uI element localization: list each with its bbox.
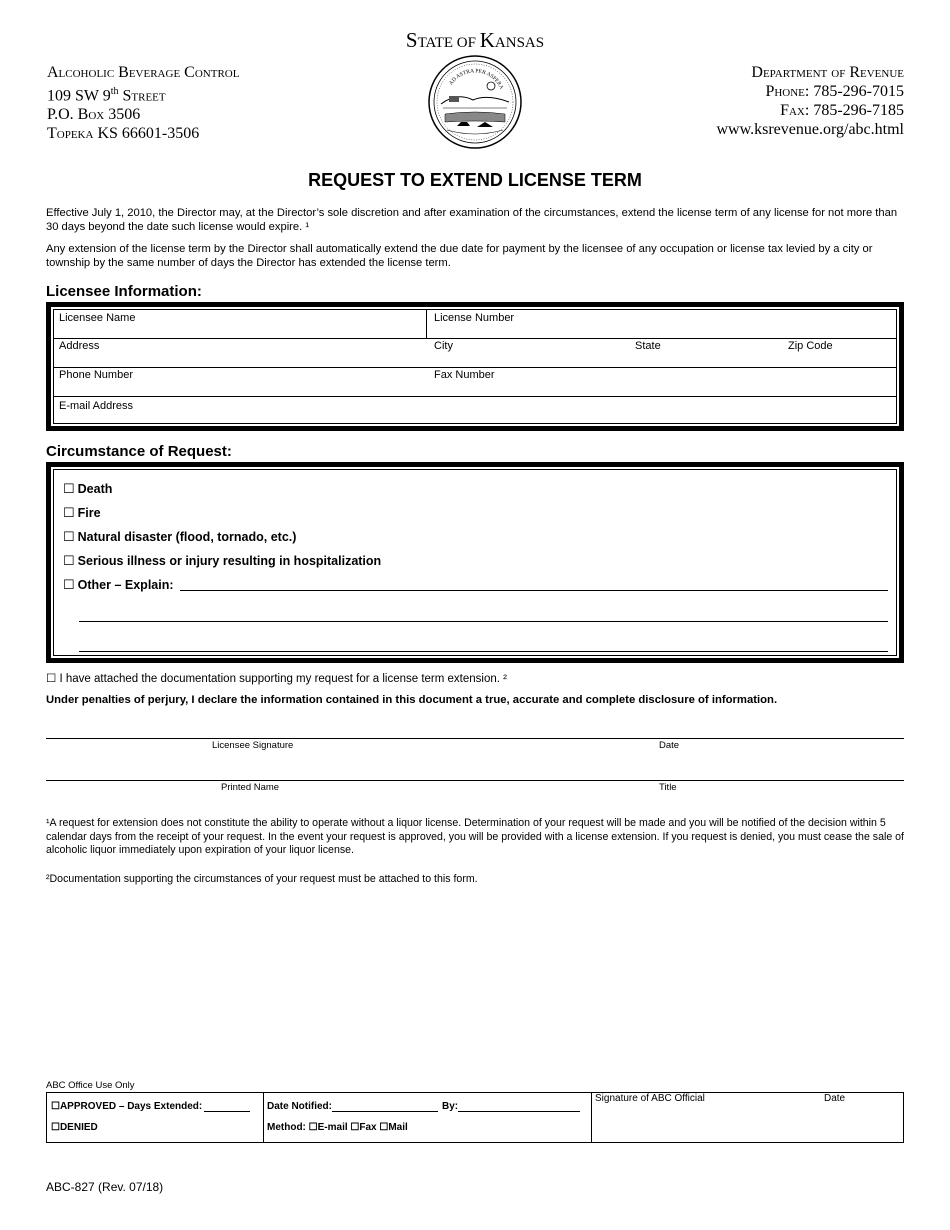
title-label: Title xyxy=(659,782,677,793)
attach-documentation-checkbox[interactable]: ☐ I have attached the documentation supporting my request for a license term extension. ² xyxy=(46,673,507,685)
office-use-table xyxy=(46,1092,904,1143)
checkbox: ☐ xyxy=(63,505,75,520)
state-seal-icon xyxy=(427,54,523,150)
decision-cell xyxy=(47,1093,264,1142)
licensee-row-2 xyxy=(54,338,896,368)
street-address: 109 SW 9th Street xyxy=(47,86,166,105)
explain-line-3[interactable] xyxy=(79,651,888,652)
perjury-statement: Under penalties of perjury, I declare the information contained in this document a true, accurate and complete disclosure of information. xyxy=(46,694,778,706)
office-use-label: ABC Office Use Only xyxy=(46,1080,135,1091)
address-field[interactable]: Address xyxy=(59,340,100,352)
department-fax: Fax: 785-296-7185 xyxy=(780,102,904,119)
signature-line[interactable] xyxy=(46,738,904,739)
phone-field[interactable]: Phone Number xyxy=(59,369,133,381)
date-notified-field[interactable]: Date Notified: By: xyxy=(267,1101,580,1112)
option-natural-disaster[interactable]: ☐ Natural disaster (flood, tornado, etc.) xyxy=(63,529,297,544)
licensee-heading: Licensee Information: xyxy=(46,283,202,300)
checkbox: ☐ xyxy=(63,529,75,544)
city-field[interactable]: City xyxy=(434,340,453,352)
licensee-row-3 xyxy=(54,367,896,397)
state-title: STATE OF KANSAS xyxy=(405,28,545,52)
printed-name-label: Printed Name xyxy=(221,782,280,793)
abc-official-signature-label[interactable]: Signature of ABC Official xyxy=(595,1093,705,1104)
email-field[interactable]: E-mail Address xyxy=(59,400,133,412)
divider xyxy=(426,310,427,338)
department-info xyxy=(716,63,904,139)
circumstance-box xyxy=(46,462,904,663)
checkbox: ☐ xyxy=(63,481,75,496)
intro-paragraph-2: Any extension of the license term by the Director shall automatically extend the due date for payment by the licensee of any occupation or license tax levied by a city or township by the same number of days the Director has extended the license term. xyxy=(46,243,873,269)
option-other[interactable]: ☐ Other – Explain: xyxy=(63,577,174,592)
document-title: REQUEST TO EXTEND LICENSE TERM xyxy=(308,170,642,190)
department-website[interactable]: www.ksrevenue.org/abc.html xyxy=(716,121,904,138)
explain-line-2[interactable] xyxy=(79,621,888,622)
explain-line-1[interactable] xyxy=(180,590,888,591)
city-line: Topeka KS 66601-3506 xyxy=(47,125,200,143)
licensee-row-1 xyxy=(54,310,896,339)
circumstance-heading: Circumstance of Request: xyxy=(46,443,232,460)
svg-text:AD ASTRA PER ASPERA: AD ASTRA PER ASPERA xyxy=(448,68,505,91)
footnote-1: ¹A request for extension does not constitute the ability to operate without a liquor license. Determination of your request will be made and you will be notified of the decision within 5 calendar days from the receipt of your request. In the event your request is approved, you will be provided with a license extension. If you request is denied, you must cease the sale of alcoholic liquor immediately upon expiration of your liquor license. xyxy=(46,817,904,856)
licensee-info-box xyxy=(46,302,904,431)
zip-field[interactable]: Zip Code xyxy=(788,340,833,352)
licensee-name-field[interactable]: Licensee Name xyxy=(59,312,136,324)
option-fire[interactable]: ☐ Fire xyxy=(63,505,101,520)
notification-cell xyxy=(263,1093,592,1142)
agency-name: Alcoholic Beverage Control xyxy=(47,64,240,81)
license-number-field[interactable]: License Number xyxy=(434,312,515,324)
licensee-signature-label: Licensee Signature xyxy=(212,740,294,751)
checkbox: ☐ xyxy=(63,553,75,568)
approved-checkbox[interactable]: ☐APPROVED – Days Extended: xyxy=(51,1101,250,1112)
footnote-2: ²Documentation supporting the circumstances of your request must be attached to this form. xyxy=(46,873,478,885)
option-death[interactable]: ☐ Death xyxy=(63,481,113,496)
method-options[interactable]: Method: ☐E-mail ☐Fax ☐Mail xyxy=(267,1122,408,1133)
department-name: Department of Revenue xyxy=(751,64,904,81)
checkbox: ☐ xyxy=(63,577,75,592)
form-number: ABC-827 (Rev. 07/18) xyxy=(46,1180,164,1194)
state-field[interactable]: State xyxy=(635,340,661,352)
printed-name-line[interactable] xyxy=(46,780,904,781)
department-phone: Phone: 785-296-7015 xyxy=(765,83,904,100)
po-box: P.O. Box 3506 xyxy=(47,106,141,124)
intro-paragraph-1: Effective July 1, 2010, the Director may, at the Director’s sole discretion and after examination of the circumstances, extend the license term of any license for not more than 30 days beyond the date such license would expire. ¹ xyxy=(46,207,898,233)
denied-checkbox[interactable]: ☐DENIED xyxy=(51,1122,98,1133)
signature-date-label: Date xyxy=(659,740,680,751)
agency-address xyxy=(47,63,239,143)
fax-field[interactable]: Fax Number xyxy=(434,369,495,381)
abc-official-date-label[interactable]: Date xyxy=(824,1093,846,1104)
option-illness[interactable]: ☐ Serious illness or injury resulting in hospitalization xyxy=(63,553,382,568)
